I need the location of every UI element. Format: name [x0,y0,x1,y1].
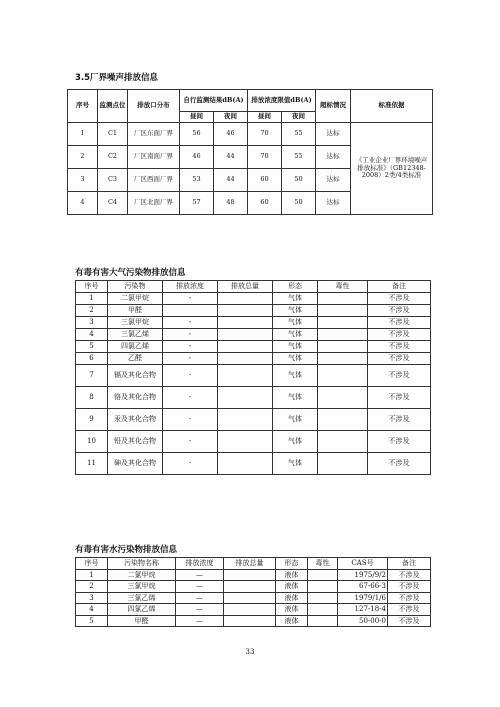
cell-concentration: - [163,431,218,453]
cell-concentration: — [176,581,224,593]
cell-distribution: 厂区北面厂界 [128,192,180,215]
cell-form: 液体 [276,604,308,616]
air-pollutant-table [75,280,431,475]
cell-total [218,341,273,353]
cell-pollutant: 镉及其化合物 [108,365,163,387]
cell-no: 10 [76,431,108,453]
cell-note: 不涉及 [388,581,431,593]
table-row [76,317,431,329]
cell-concentration: - [163,453,218,475]
header-limit: 排放浓度限值dB(A) [248,90,316,112]
cell-note: 不涉及 [388,604,431,616]
header-self-monitor: 自行监测结果dB(A) [180,90,248,112]
cell-toxicity [308,581,338,593]
cell-total [218,293,273,305]
cell-note: 不涉及 [368,409,431,431]
cell-pollutant: 铅及其化合物 [108,431,163,453]
cell-note: 不涉及 [388,569,431,581]
cell-form: 液体 [276,569,308,581]
table-row [76,409,431,431]
cell-toxicity [308,592,338,604]
header-no: 序号 [76,558,108,570]
header-pollutant: 污染物 [108,281,163,293]
cell-form: 气体 [273,365,318,387]
header-pollutant: 污染物名称 [108,558,176,570]
table-row [76,387,431,409]
cell-form: 气体 [273,431,318,453]
header-concentration: 排放浓度 [163,281,218,293]
cell-toxicity [308,604,338,616]
cell-form: 液体 [276,592,308,604]
cell-status: 达标 [316,169,351,192]
header-cas: CAS号 [338,558,388,570]
cell-no: 2 [68,146,98,169]
cell-no: 5 [76,615,108,627]
cell-no: 3 [76,592,108,604]
cell-cas: 1975/9/2 [338,569,388,581]
cell-form: 气体 [273,353,318,365]
cell-pollutant: 乙醛 [108,353,163,365]
cell-total [218,305,273,317]
cell-form: 气体 [273,387,318,409]
noise-section-title: 3.5厂界噪声排放信息 [75,73,159,83]
cell-form: 气体 [273,329,318,341]
cell-note: 不涉及 [368,365,431,387]
table-row [76,365,431,387]
cell-distribution: 厂区西面厂界 [128,169,180,192]
header-toxicity: 毒性 [318,281,368,293]
cell-note: 不涉及 [368,341,431,353]
cell-pollutant: 二氯甲烷 [108,569,176,581]
cell-toxicity [318,341,368,353]
header-concentration: 排放浓度 [176,558,224,570]
cell-note: 不涉及 [368,329,431,341]
cell-note: 不涉及 [368,387,431,409]
cell-toxicity [308,615,338,627]
cell-point: C3 [98,169,128,192]
cell-form: 液体 [276,615,308,627]
cell-toxicity [318,387,368,409]
cell-toxicity [318,305,368,317]
header-form: 形态 [276,558,308,570]
cell-total [218,353,273,365]
cell-pollutant: 汞及其化合物 [108,409,163,431]
air-header-row [76,281,431,293]
noise-table [67,89,433,215]
table-row [76,569,431,581]
cell-total [218,317,273,329]
cell-no: 2 [76,581,108,593]
cell-note: 不涉及 [368,453,431,475]
table-row [76,604,431,616]
header-form: 形态 [273,281,318,293]
cell-night: 44 [214,146,248,169]
air-section-title: 有毒有害大气污染物排放信息 [75,268,186,278]
cell-form: 液体 [276,581,308,593]
cell-no: 1 [76,569,108,581]
cell-limit-night: 55 [282,123,316,146]
cell-no: 7 [76,365,108,387]
cell-cas: 1979/1/6 [338,592,388,604]
cell-total [218,365,273,387]
cell-pollutant: 二氯甲烷 [108,293,163,305]
cell-pollutant: 砷及其化合物 [108,453,163,475]
cell-day: 46 [180,146,214,169]
cell-no: 2 [76,305,108,317]
water-header-row [76,558,431,570]
cell-toxicity [318,329,368,341]
cell-no: 11 [76,453,108,475]
cell-concentration: - [163,317,218,329]
header-day: 昼间 [180,112,214,123]
cell-pollutant: 四氯乙烯 [108,341,163,353]
cell-standard: 《工业企业厂界环境噪声排放标准》（GB12348-2008）2类/4类标准 [351,123,433,215]
water-pollutant-table [75,557,431,627]
cell-concentration: — [176,569,224,581]
cell-limit-day: 60 [248,192,282,215]
cell-status: 达标 [316,123,351,146]
cell-total [224,615,276,627]
cell-point: C1 [98,123,128,146]
cell-total [224,569,276,581]
cell-pollutant: 甲醛 [108,305,163,317]
cell-no: 9 [76,409,108,431]
table-row [76,341,431,353]
cell-cas: 67-66-3 [338,581,388,593]
cell-pollutant: 三氯甲烷 [108,317,163,329]
cell-limit-day: 70 [248,123,282,146]
cell-pollutant: 四氯乙烯 [108,604,176,616]
cell-day: 53 [180,169,214,192]
header-no: 序号 [68,90,98,123]
cell-total [218,329,273,341]
header-note: 备注 [368,281,431,293]
cell-toxicity [318,365,368,387]
cell-night: 44 [214,169,248,192]
cell-concentration: — [176,604,224,616]
cell-toxicity [318,317,368,329]
cell-total [218,409,273,431]
cell-status: 达标 [316,192,351,215]
cell-toxicity [318,353,368,365]
table-row [76,453,431,475]
cell-pollutant: 甲醛 [108,615,176,627]
header-no: 序号 [76,281,108,293]
cell-day: 57 [180,192,214,215]
cell-no: 4 [76,329,108,341]
cell-pollutant: 铬及其化合物 [108,387,163,409]
cell-note: 不涉及 [368,305,431,317]
cell-total [224,581,276,593]
header-exceed: 超标情况 [316,90,351,123]
cell-form: 气体 [273,453,318,475]
cell-concentration: - [163,329,218,341]
table-row [76,431,431,453]
table-row [76,305,431,317]
cell-form: 气体 [273,341,318,353]
header-toxicity: 毒性 [308,558,338,570]
cell-concentration [163,305,218,317]
cell-form: 气体 [273,317,318,329]
page-number: 33 [245,648,255,656]
cell-total [218,387,273,409]
cell-point: C2 [98,146,128,169]
cell-limit-night: 50 [282,169,316,192]
water-section-title: 有毒有害水污染物排放信息 [75,545,178,555]
cell-concentration: - [163,293,218,305]
cell-point: C4 [98,192,128,215]
cell-limit-night: 50 [282,192,316,215]
cell-total [224,604,276,616]
cell-pollutant: 三氯甲烷 [108,581,176,593]
cell-no: 3 [76,317,108,329]
cell-toxicity [308,569,338,581]
cell-distribution: 厂区南面厂界 [128,146,180,169]
cell-status: 达标 [316,146,351,169]
table-row [68,123,433,146]
header-point: 监测点位 [98,90,128,123]
cell-no: 3 [68,169,98,192]
cell-limit-night: 55 [282,146,316,169]
cell-no: 4 [68,192,98,215]
cell-note: 不涉及 [368,431,431,453]
cell-form: 气体 [273,305,318,317]
cell-concentration: - [163,365,218,387]
cell-form: 气体 [273,293,318,305]
noise-header-row [68,90,433,112]
header-total: 排放总量 [218,281,273,293]
table-row [76,293,431,305]
cell-no: 8 [76,387,108,409]
cell-concentration: - [163,353,218,365]
cell-concentration: - [163,341,218,353]
cell-total [218,431,273,453]
table-row [76,615,431,627]
cell-toxicity [318,453,368,475]
table-row [76,592,431,604]
cell-note: 不涉及 [388,615,431,627]
cell-cas: 127-18-4 [338,604,388,616]
header-limit-day: 昼间 [248,112,282,123]
cell-total [224,592,276,604]
cell-no: 1 [68,123,98,146]
cell-no: 6 [76,353,108,365]
cell-toxicity [318,409,368,431]
table-row [76,581,431,593]
table-row [76,353,431,365]
header-night: 夜间 [214,112,248,123]
cell-total [218,453,273,475]
cell-form: 气体 [273,409,318,431]
cell-concentration: - [163,387,218,409]
cell-note: 不涉及 [368,317,431,329]
cell-toxicity [318,431,368,453]
cell-day: 56 [180,123,214,146]
cell-toxicity [318,293,368,305]
header-distribution: 排放口分布 [128,90,180,123]
table-row [76,329,431,341]
cell-no: 1 [76,293,108,305]
cell-note: 不涉及 [388,592,431,604]
cell-night: 46 [214,123,248,146]
cell-pollutant: 三氯乙烯 [108,329,163,341]
cell-cas: 50-00-0 [338,615,388,627]
cell-no: 5 [76,341,108,353]
cell-limit-day: 60 [248,169,282,192]
cell-distribution: 厂区东面厂界 [128,123,180,146]
cell-note: 不涉及 [368,293,431,305]
header-note: 备注 [388,558,431,570]
header-standard: 标准依据 [351,90,433,123]
cell-concentration: - [163,409,218,431]
cell-concentration: — [176,592,224,604]
cell-no: 4 [76,604,108,616]
header-total: 排放总量 [224,558,276,570]
cell-note: 不涉及 [368,353,431,365]
header-limit-night: 夜间 [282,112,316,123]
cell-pollutant: 三氯乙烯 [108,592,176,604]
cell-limit-day: 70 [248,146,282,169]
cell-night: 48 [214,192,248,215]
cell-concentration: — [176,615,224,627]
